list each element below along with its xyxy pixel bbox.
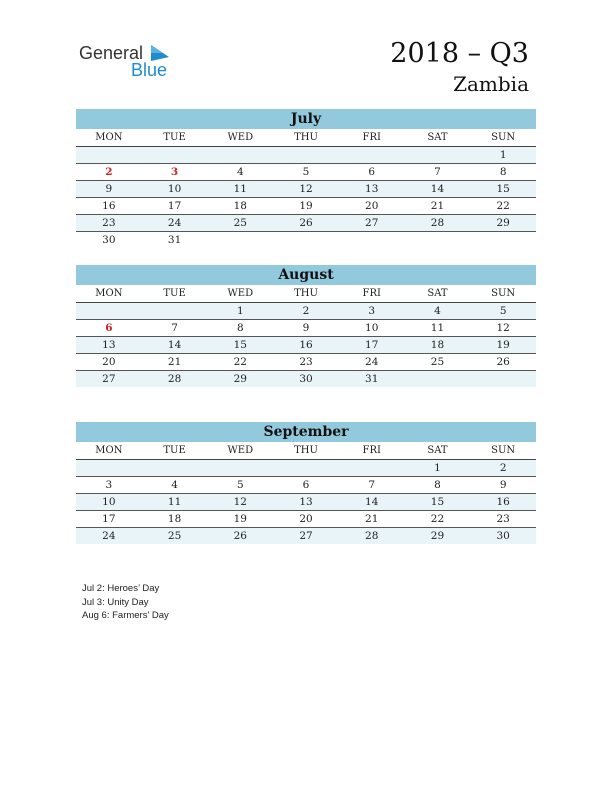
week-row: [76, 198, 536, 215]
brand-logo: [79, 42, 179, 82]
day-cell: 6: [368, 166, 376, 178]
day-cell: 9: [499, 479, 507, 491]
day-cell: 21: [430, 200, 445, 212]
day-cell: 4: [171, 479, 178, 491]
day-cell: 8: [236, 322, 244, 334]
day-cell: 10: [167, 183, 182, 195]
day-cell: 25: [233, 217, 247, 229]
month-calendar: [76, 109, 536, 248]
day-cell: 15: [233, 339, 247, 351]
day-cell: [405, 147, 471, 163]
day-cell: 1: [499, 149, 507, 161]
day-cell: [76, 303, 142, 319]
day-cell: [142, 147, 208, 163]
week-row: [76, 354, 536, 371]
day-cell: 11: [167, 496, 182, 508]
day-cell: 12: [496, 322, 510, 334]
weekday-label: SAT: [427, 445, 448, 456]
week-row: [76, 320, 536, 337]
day-cell: 14: [430, 183, 445, 195]
weekday-label: WED: [227, 288, 254, 299]
day-cell: 19: [496, 339, 510, 351]
brand-blue-text: Blue: [131, 60, 168, 80]
day-cell: 10: [102, 496, 116, 508]
day-cell: 19: [299, 200, 313, 212]
day-cell: 12: [233, 496, 247, 508]
weekday-label: THU: [294, 445, 318, 456]
day-cell: 17: [167, 200, 182, 212]
day-cell: 17: [102, 513, 116, 525]
day-cell: 21: [365, 513, 379, 525]
day-cell: [142, 303, 208, 319]
day-cell: 27: [365, 217, 379, 229]
day-cell: 29: [233, 373, 247, 385]
weekday-label: FRI: [362, 288, 381, 299]
weekday-label: MON: [95, 132, 123, 143]
day-cell: 8: [499, 166, 507, 178]
day-cell: 13: [299, 496, 313, 508]
weekday-header-row: [76, 442, 536, 460]
day-cell: 7: [368, 479, 376, 491]
day-cell: [273, 232, 339, 248]
day-cell: 2: [302, 305, 310, 317]
day-cell: 29: [430, 530, 445, 542]
week-row: [76, 460, 536, 477]
day-cell: [76, 460, 142, 476]
day-cell: 3: [170, 166, 179, 178]
day-cell: 17: [365, 339, 379, 351]
day-cell: 27: [102, 373, 116, 385]
day-cell: 9: [302, 322, 310, 334]
week-row: [76, 303, 536, 320]
brand-general-text: General: [79, 43, 144, 63]
day-cell: 14: [365, 496, 379, 508]
weekday-header-row: [76, 285, 536, 303]
day-cell: 28: [430, 217, 445, 229]
week-row: [76, 477, 536, 494]
day-cell: 30: [496, 530, 510, 542]
day-cell: [207, 232, 273, 248]
day-cell: [76, 147, 142, 163]
day-cell: 29: [496, 217, 510, 229]
weekday-label: FRI: [362, 445, 381, 456]
country-name: Zambia: [453, 72, 529, 96]
weekday-label: THU: [294, 132, 318, 143]
day-cell: 20: [365, 200, 379, 212]
month-name: September: [76, 422, 536, 442]
weekday-label: MON: [95, 288, 123, 299]
day-cell: 21: [167, 356, 182, 368]
day-cell: [339, 147, 405, 163]
day-cell: 10: [365, 322, 379, 334]
day-cell: 26: [496, 356, 510, 368]
day-cell: [405, 232, 471, 248]
day-cell: 30: [299, 373, 313, 385]
week-row: [76, 337, 536, 354]
week-row: [76, 511, 536, 528]
day-cell: 22: [496, 200, 510, 212]
day-cell: 18: [167, 513, 182, 525]
week-row: [76, 181, 536, 198]
day-cell: 26: [299, 217, 313, 229]
day-cell: 7: [171, 322, 178, 334]
day-cell: 31: [167, 234, 182, 246]
day-cell: 7: [434, 166, 441, 178]
weekday-header-row: [76, 129, 536, 147]
weekday-label: MON: [95, 445, 123, 456]
day-cell: [207, 460, 273, 476]
weekday-label: FRI: [362, 132, 381, 143]
day-cell: 11: [233, 183, 247, 195]
day-cell: 8: [434, 479, 441, 491]
day-cell: 15: [430, 496, 445, 508]
month-name: August: [76, 265, 536, 285]
day-cell: 25: [167, 530, 182, 542]
day-cell: 23: [102, 217, 116, 229]
day-cell: 22: [430, 513, 445, 525]
week-row: [76, 371, 536, 387]
day-cell: 26: [233, 530, 247, 542]
day-cell: 16: [102, 200, 116, 212]
holiday-note: Aug 6: Farmers’ Day: [82, 610, 169, 621]
month-name: July: [76, 109, 536, 129]
day-cell: [470, 232, 536, 248]
day-cell: 12: [299, 183, 313, 195]
month-calendar: [76, 422, 536, 544]
weekday-label: SUN: [491, 288, 516, 299]
weekday-label: SAT: [427, 132, 448, 143]
day-cell: [142, 460, 208, 476]
day-cell: 20: [299, 513, 313, 525]
brand-flag-icon: [149, 44, 171, 62]
day-cell: [405, 371, 471, 387]
week-row: [76, 528, 536, 544]
day-cell: 6: [302, 479, 310, 491]
weekday-label: TUE: [163, 288, 186, 299]
page-title: 2018 – Q3: [390, 38, 529, 69]
day-cell: 23: [496, 513, 510, 525]
day-cell: [273, 147, 339, 163]
day-cell: 9: [105, 183, 113, 195]
holiday-note: Jul 2: Heroes’ Day: [82, 583, 160, 594]
weekday-label: WED: [227, 445, 254, 456]
day-cell: 18: [430, 339, 445, 351]
day-cell: 19: [233, 513, 247, 525]
day-cell: 11: [430, 322, 445, 334]
weekday-label: SUN: [491, 132, 516, 143]
day-cell: 28: [167, 373, 182, 385]
day-cell: 22: [233, 356, 247, 368]
day-cell: 25: [430, 356, 445, 368]
day-cell: 1: [236, 305, 244, 317]
day-cell: 5: [236, 479, 244, 491]
day-cell: 3: [105, 479, 113, 491]
day-cell: 24: [167, 217, 182, 229]
weekday-label: SUN: [491, 445, 516, 456]
day-cell: 18: [233, 200, 247, 212]
day-cell: 24: [365, 356, 379, 368]
weekday-label: TUE: [163, 132, 186, 143]
day-cell: 20: [102, 356, 116, 368]
day-cell: 31: [365, 373, 379, 385]
day-cell: 13: [102, 339, 116, 351]
holiday-notes: [82, 582, 169, 623]
day-cell: 4: [434, 305, 441, 317]
day-cell: 23: [299, 356, 313, 368]
week-row: [76, 232, 536, 248]
weekday-label: TUE: [163, 445, 186, 456]
day-cell: 3: [368, 305, 376, 317]
weekday-label: WED: [227, 132, 254, 143]
weekday-label: THU: [294, 288, 318, 299]
day-cell: 27: [299, 530, 313, 542]
day-cell: [339, 460, 405, 476]
day-cell: [273, 460, 339, 476]
day-cell: 6: [105, 322, 113, 334]
day-cell: [470, 371, 536, 387]
day-cell: 2: [105, 166, 113, 178]
day-cell: [207, 147, 273, 163]
week-row: [76, 147, 536, 164]
day-cell: 28: [365, 530, 379, 542]
day-cell: 16: [496, 496, 510, 508]
day-cell: 5: [499, 305, 507, 317]
month-calendar: [76, 265, 536, 387]
week-row: [76, 494, 536, 511]
holiday-note: Jul 3: Unity Day: [82, 596, 149, 608]
day-cell: 30: [102, 234, 116, 246]
day-cell: 15: [496, 183, 510, 195]
day-cell: 13: [365, 183, 379, 195]
weekday-label: SAT: [427, 288, 448, 299]
day-cell: [339, 232, 405, 248]
day-cell: 2: [499, 462, 507, 474]
day-cell: 24: [102, 530, 116, 542]
day-cell: 4: [236, 166, 244, 178]
week-row: [76, 164, 536, 181]
week-row: [76, 215, 536, 232]
day-cell: 16: [299, 339, 313, 351]
day-cell: 14: [167, 339, 182, 351]
day-cell: 1: [434, 462, 441, 474]
day-cell: 5: [302, 166, 310, 178]
